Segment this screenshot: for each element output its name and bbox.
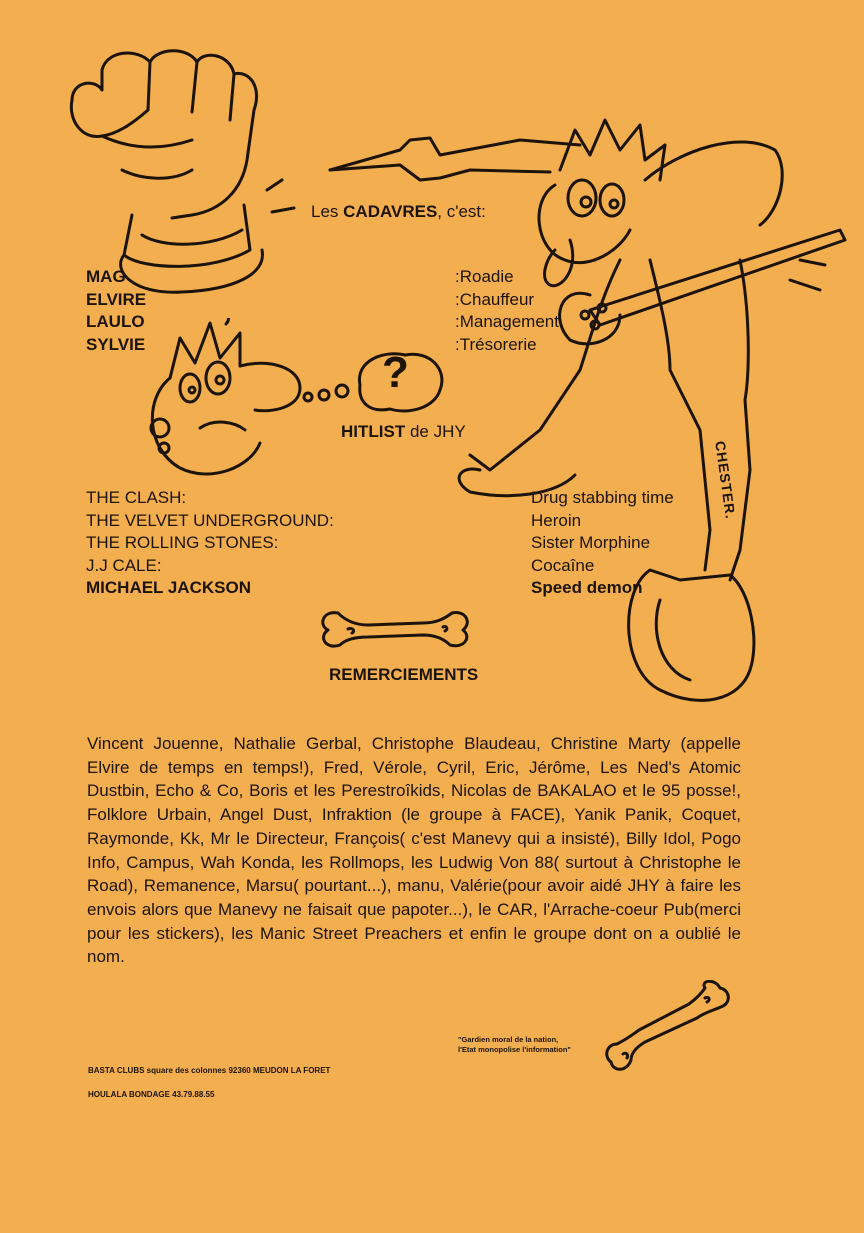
quote-line: "Gardien moral de la nation, (458, 1035, 559, 1044)
crew-role: :Trésorerie (455, 334, 537, 354)
crew-names (86, 266, 146, 356)
question-mark: ? (382, 348, 409, 397)
remerciements-text: Vincent Jouenne, Nathalie Gerbal, Christophe Blaudeau, Christine Marty (appelle Elvire de temps en temps!), Fred, Vérole, Cyril, Eric, Jérôme, Les Ned's Atomic Dustbin, Echo & Co, Boris et les Perestroîkids, Nicolas de BAKALAO et le 95 posse!, Folklore Urbain, Angel Dust, Infraktion (le groupe à FACE), Yanik Panik, Coquet, Raymonde, Kk, Mr le Directeur, François( c'est Manevy qui a insisté), Billy Idol, Pogo Info, Campus, Wah Konda, les Rollmops, les Ludwig Von 88( surtout à Christophe le Road), Remanence, Marsu( pourtant...), manu, Valérie(pour avoir aidé JHY à faire les envois alors que Manevy ne faisait que papoter...), le CAR, l'Arrache-coeur Pub(merci pour les stickers), les Manic Street Preachers et enfin le groupe dont on a oublié le nom. (87, 734, 741, 967)
hitlist-artist: THE VELVET UNDERGROUND: (86, 510, 334, 530)
hitlist-artist: THE ROLLING STONES: (86, 533, 279, 552)
crew-name: ELVIRE (86, 289, 147, 309)
hitlist-songs (531, 487, 674, 600)
hitlist-song: Heroin (531, 510, 582, 530)
intro-suffix: , c'est: (437, 202, 486, 221)
quote-line: l'Etat monopolise l'information" (458, 1045, 571, 1054)
hitlist-artists (86, 487, 334, 600)
bone-icon (605, 980, 735, 1075)
cadavres-heading (311, 201, 486, 224)
band-name: CADAVRES (343, 202, 438, 221)
crew-role: :Chauffeur (455, 289, 535, 309)
crew-role: :Management (455, 312, 559, 331)
crew-name: MAG (86, 267, 126, 286)
hitlist-artist: MICHAEL JACKSON (86, 578, 251, 597)
hitlist-title (341, 421, 466, 444)
hitlist-song: Cocaîne (531, 555, 595, 575)
footer-address: BASTA CLUBS square des colonnes 92360 MEUDON LA FORET (88, 1066, 331, 1075)
intro-prefix: Les (311, 202, 344, 221)
worried-face-illustration (140, 318, 320, 488)
hitlist-title-bold: HITLIST (341, 422, 406, 441)
crew-name: LAULO (86, 312, 145, 331)
hitlist-artist: J.J CALE: (86, 555, 162, 575)
hitlist-song: Drug stabbing time (531, 488, 674, 507)
crew-role: :Roadie (455, 267, 514, 286)
hitlist-song: Sister Morphine (531, 533, 651, 552)
bone-icon (318, 605, 473, 655)
footer-contact: HOULALA BONDAGE 43.79.88.55 (88, 1090, 215, 1099)
hitlist-title-rest: de JHY (405, 422, 466, 441)
artist-signature: CHESTER. (712, 440, 739, 521)
hitlist-artist: THE CLASH: (86, 488, 187, 507)
crew-roles (455, 266, 559, 356)
quote (458, 1035, 571, 1055)
crew-name: SYLVIE (86, 334, 146, 354)
remerciements-title: REMERCIEMENTS (329, 665, 479, 684)
hitlist-song: Speed demon (531, 578, 643, 597)
